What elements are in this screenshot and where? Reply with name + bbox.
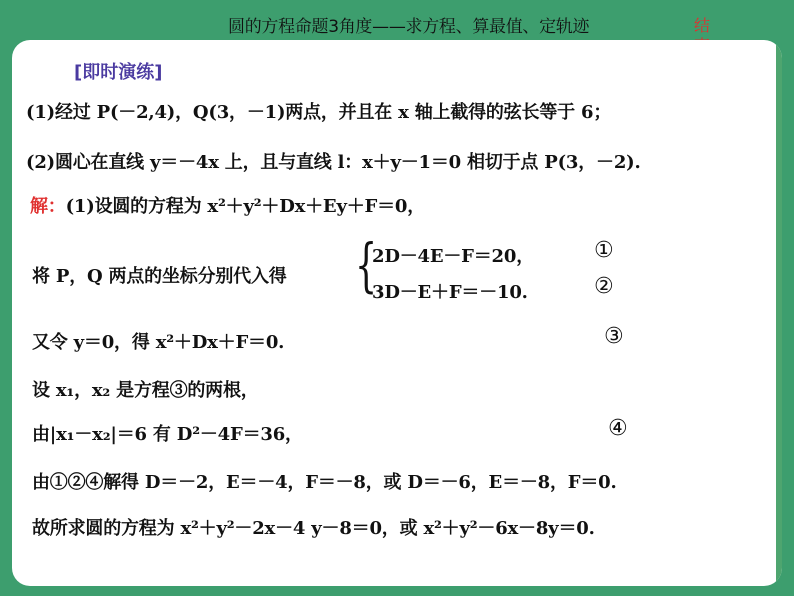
equation-1-mark: ① (594, 238, 614, 263)
question-2: (2)圆心在直线 y＝－4x 上，且与直线 l：x＋y－1＝0 相切于点 P(3，－2). (26, 152, 641, 173)
solve-result-line: 由①②④解得 D＝－2，E＝－4，F＝－8，或 D＝－6，E＝－8，F＝0. (32, 472, 617, 493)
abs-difference-line: 由|x₁－x₂|＝6 有 D²－4F＝36， (32, 424, 303, 445)
end-button[interactable]: 结 (693, 16, 710, 35)
equation-1: 2D－4E－F＝20， (372, 246, 535, 267)
solution-setup: (1)设圆的方程为 x²＋y²＋Dx＋Ey＋F＝0， (65, 196, 426, 217)
equation-2-mark: ② (594, 274, 614, 299)
section-tag: [即时演练] (74, 62, 163, 83)
equation-4-mark: ④ (608, 416, 628, 441)
solution-label: 解： (30, 196, 66, 217)
roots-line: 设 x₁，x₂ 是方程③的两根， (32, 380, 259, 401)
scrollbar[interactable] (776, 40, 782, 586)
slide-header (0, 0, 794, 36)
question-1: (1)经过 P(－2,4)，Q(3，－1)两点，并且在 x 轴上截得的弦长等于 6； (26, 102, 612, 123)
equation-3-mark: ③ (604, 324, 624, 349)
equation-system-brace: { (355, 231, 378, 299)
header-title: 圆的方程命题3角度——求方程、算最值、定轨迹 (228, 17, 590, 37)
solution-line-1 (30, 192, 425, 218)
final-answer-line: 故所求圆的方程为 x²＋y²－2x－4 y－8＝0，或 x²＋y²－6x－8y＝0. (32, 518, 595, 539)
set-y-zero-line: 又令 y＝0，得 x²＋Dx＋F＝0. (32, 332, 285, 353)
equation-2: 3D－E＋F＝－10. (372, 282, 528, 303)
substitution-prefix: 将 P，Q 两点的坐标分别代入得 (32, 266, 287, 287)
slide-content (12, 40, 782, 586)
